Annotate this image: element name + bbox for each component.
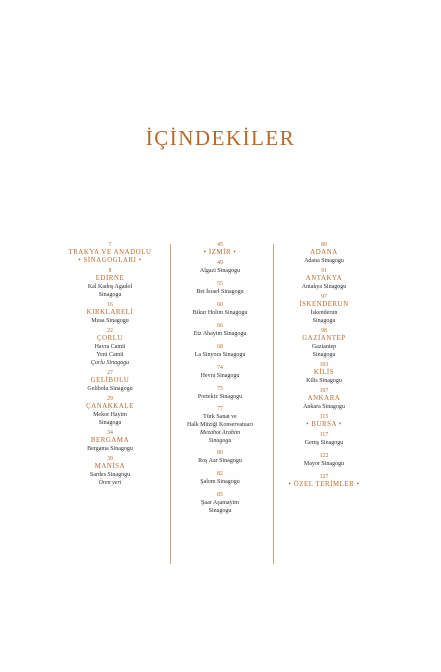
toc-entry[interactable] bbox=[164, 242, 276, 257]
toc-item-note: Sinagogu bbox=[208, 438, 232, 444]
toc-page-number: 16 bbox=[107, 302, 113, 308]
toc-item-title: Algazi Sinagogu bbox=[199, 268, 241, 274]
toc-page-number: 107 bbox=[319, 388, 329, 394]
toc-entry[interactable] bbox=[164, 365, 276, 380]
toc-item-title: Portekiz Sinagogu bbox=[197, 394, 243, 400]
toc-section-heading: ANTAKYA bbox=[305, 275, 343, 282]
toc-section-heading: İSKENDERUN bbox=[299, 301, 349, 308]
toc-entry[interactable] bbox=[54, 396, 166, 427]
toc-entry[interactable] bbox=[164, 386, 276, 401]
toc-entry[interactable] bbox=[268, 242, 380, 265]
toc-entry[interactable] bbox=[54, 268, 166, 299]
toc-item-title: Şaar Aşamayim bbox=[201, 500, 239, 506]
toc-page-number: 115 bbox=[319, 414, 329, 420]
page-title: İÇİNDEKİLER bbox=[145, 126, 296, 150]
toc-column-1 bbox=[54, 242, 166, 487]
toc-page-number: 29 bbox=[107, 396, 113, 402]
toc-page-number: 127 bbox=[319, 474, 329, 480]
toc-item-title: Etz Ahayim Sinagogu bbox=[193, 331, 247, 337]
toc-entry[interactable] bbox=[268, 414, 380, 429]
toc-entry[interactable] bbox=[268, 388, 380, 411]
toc-entry[interactable] bbox=[268, 432, 380, 447]
toc-entry[interactable] bbox=[268, 328, 380, 359]
toc-item-title: La Sinyora Sinagogu bbox=[194, 352, 246, 358]
toc-entry[interactable] bbox=[164, 344, 276, 359]
toc-entry[interactable] bbox=[54, 430, 166, 453]
toc-page-number: 74 bbox=[217, 365, 223, 371]
toc-item-title: Adana Sinagogu bbox=[304, 258, 344, 264]
toc-item-title: Sardes Sinagogu bbox=[89, 472, 131, 478]
toc-item-title: İskenderun bbox=[310, 310, 338, 316]
toc-section-heading: ANKARA bbox=[307, 395, 341, 402]
toc-item-note: Çorlu Sinagogu bbox=[90, 360, 130, 366]
toc-item-title: Mekor Hayim bbox=[93, 412, 127, 418]
toc-page-number: 68 bbox=[217, 344, 223, 350]
toc-entry[interactable] bbox=[268, 474, 380, 489]
toc-column-3 bbox=[268, 242, 380, 489]
toc-entry[interactable] bbox=[164, 260, 276, 275]
toc-page-number: 8 bbox=[108, 268, 112, 274]
toc-entry[interactable] bbox=[54, 456, 166, 487]
toc-item-title: Mayor Sinagogu bbox=[303, 461, 345, 467]
toc-page-number: 27 bbox=[107, 370, 113, 376]
toc-entry[interactable] bbox=[54, 242, 166, 265]
toc-page-number: 22 bbox=[107, 328, 113, 334]
toc-section-heading: • BURSA • bbox=[306, 421, 342, 428]
toc-entry[interactable] bbox=[164, 281, 276, 296]
toc-item-title: Halk Müziği Konservatuarı bbox=[187, 422, 253, 428]
toc-page-number: 117 bbox=[319, 432, 329, 438]
toc-section-heading: EDİRNE bbox=[95, 275, 125, 282]
toc-page-number: 45 bbox=[217, 242, 223, 248]
toc-item-title: Sinagogu bbox=[312, 352, 336, 358]
toc-section-heading: ÇORLU bbox=[96, 335, 124, 342]
toc-entry[interactable] bbox=[164, 302, 276, 317]
toc-item-title: Sinagogu bbox=[208, 508, 232, 514]
toc-item-title: Gaziantep bbox=[311, 344, 337, 350]
toc-page-number: 60 bbox=[217, 302, 223, 308]
toc-item-title: Bikur Holim Sinagogu bbox=[192, 310, 248, 316]
toc-page-number: 97 bbox=[321, 294, 327, 300]
toc-section-heading: GELİBOLU bbox=[90, 377, 130, 384]
toc-section-heading: ÇANAKKALE bbox=[86, 403, 134, 410]
toc-item-title: Şalom Sinagogu bbox=[200, 479, 240, 485]
toc-page-number: 89 bbox=[321, 242, 327, 248]
toc-item-note: Mezahot Arabim bbox=[199, 430, 241, 436]
toc-page-number: 80 bbox=[217, 450, 223, 456]
toc-section-heading: TRAKYA VE ANADOLU bbox=[68, 249, 152, 256]
toc-item-title: Geruş Sinagogu bbox=[304, 440, 344, 446]
toc-item-title: Ankara Sinagogu bbox=[303, 404, 345, 410]
toc-entry[interactable] bbox=[164, 323, 276, 338]
toc-section-heading: • İZMİR • bbox=[203, 249, 237, 256]
toc-item-note: Ören yeri bbox=[98, 480, 122, 486]
toc-page-number: 122 bbox=[319, 453, 329, 459]
toc-page-number: 55 bbox=[217, 281, 223, 287]
toc-item-title: Roş Aar Sinagogu bbox=[198, 458, 242, 464]
toc-item-title: Kal Kadoş Agadol bbox=[87, 284, 133, 290]
toc-page-number: 66 bbox=[217, 323, 223, 329]
toc-page-number: 75 bbox=[217, 386, 223, 392]
toc-section-heading: • SİNAGOGLARI • bbox=[78, 257, 142, 264]
toc-page-number: 103 bbox=[319, 362, 329, 368]
toc-item-title: Sinagogu bbox=[312, 318, 336, 324]
toc-page-number: 91 bbox=[321, 268, 327, 274]
toc-item-title: Kilis Sinagogu bbox=[306, 378, 342, 384]
toc-item-title: Havra Camii bbox=[94, 344, 126, 350]
toc-item-title: Yeni Camii bbox=[96, 352, 124, 358]
toc-entry[interactable] bbox=[54, 302, 166, 325]
toc-item-title: Bergama Sinagogu bbox=[87, 446, 133, 452]
toc-entry[interactable] bbox=[54, 370, 166, 393]
toc-column-2 bbox=[164, 242, 276, 515]
toc-item-title: Sinagogu bbox=[98, 420, 122, 426]
toc-page-number: 98 bbox=[321, 328, 327, 334]
toc-item-title: Hevra Sinagogu bbox=[200, 373, 240, 379]
toc-item-title: Türk Sanat ve bbox=[203, 414, 237, 420]
toc-entry[interactable] bbox=[268, 453, 380, 468]
toc-entry[interactable] bbox=[268, 294, 380, 325]
toc-page-number: 34 bbox=[107, 430, 113, 436]
toc-page-number: 39 bbox=[107, 456, 113, 462]
toc-section-heading: KIRKLARELİ bbox=[86, 309, 134, 316]
toc-page-number: 77 bbox=[217, 406, 223, 412]
toc-section-heading: MANİSA bbox=[94, 463, 126, 470]
toc-section-heading: BERGAMA bbox=[90, 437, 130, 444]
toc-entry[interactable] bbox=[164, 471, 276, 486]
toc-entry[interactable] bbox=[164, 406, 276, 445]
toc-item-title: Bet İsrael Sinagogu bbox=[196, 289, 244, 295]
toc-page-number: 85 bbox=[217, 492, 223, 498]
toc-item-title: Antakya Sinagogu bbox=[301, 284, 347, 290]
toc-entry[interactable] bbox=[54, 328, 166, 367]
toc-page-number: 49 bbox=[217, 260, 223, 266]
toc-entry[interactable] bbox=[268, 362, 380, 385]
toc-entry[interactable] bbox=[164, 492, 276, 515]
toc-section-heading: ADANA bbox=[310, 249, 338, 256]
toc-page-number: 7 bbox=[108, 242, 112, 248]
toc-item-title: Gelibolu Sinagogu bbox=[87, 386, 133, 392]
toc-item-title: Sinagogu bbox=[98, 292, 122, 298]
toc-entry[interactable] bbox=[268, 268, 380, 291]
toc-section-heading: GAZİANTEP bbox=[302, 335, 346, 342]
toc-section-heading: KİLİS bbox=[313, 369, 335, 376]
toc-page-number: 82 bbox=[217, 471, 223, 477]
toc-entry[interactable] bbox=[164, 450, 276, 465]
toc-section-heading: • ÖZEL TERİMLER • bbox=[288, 481, 360, 488]
toc-item-title: Musa Sinagogu bbox=[91, 318, 129, 324]
